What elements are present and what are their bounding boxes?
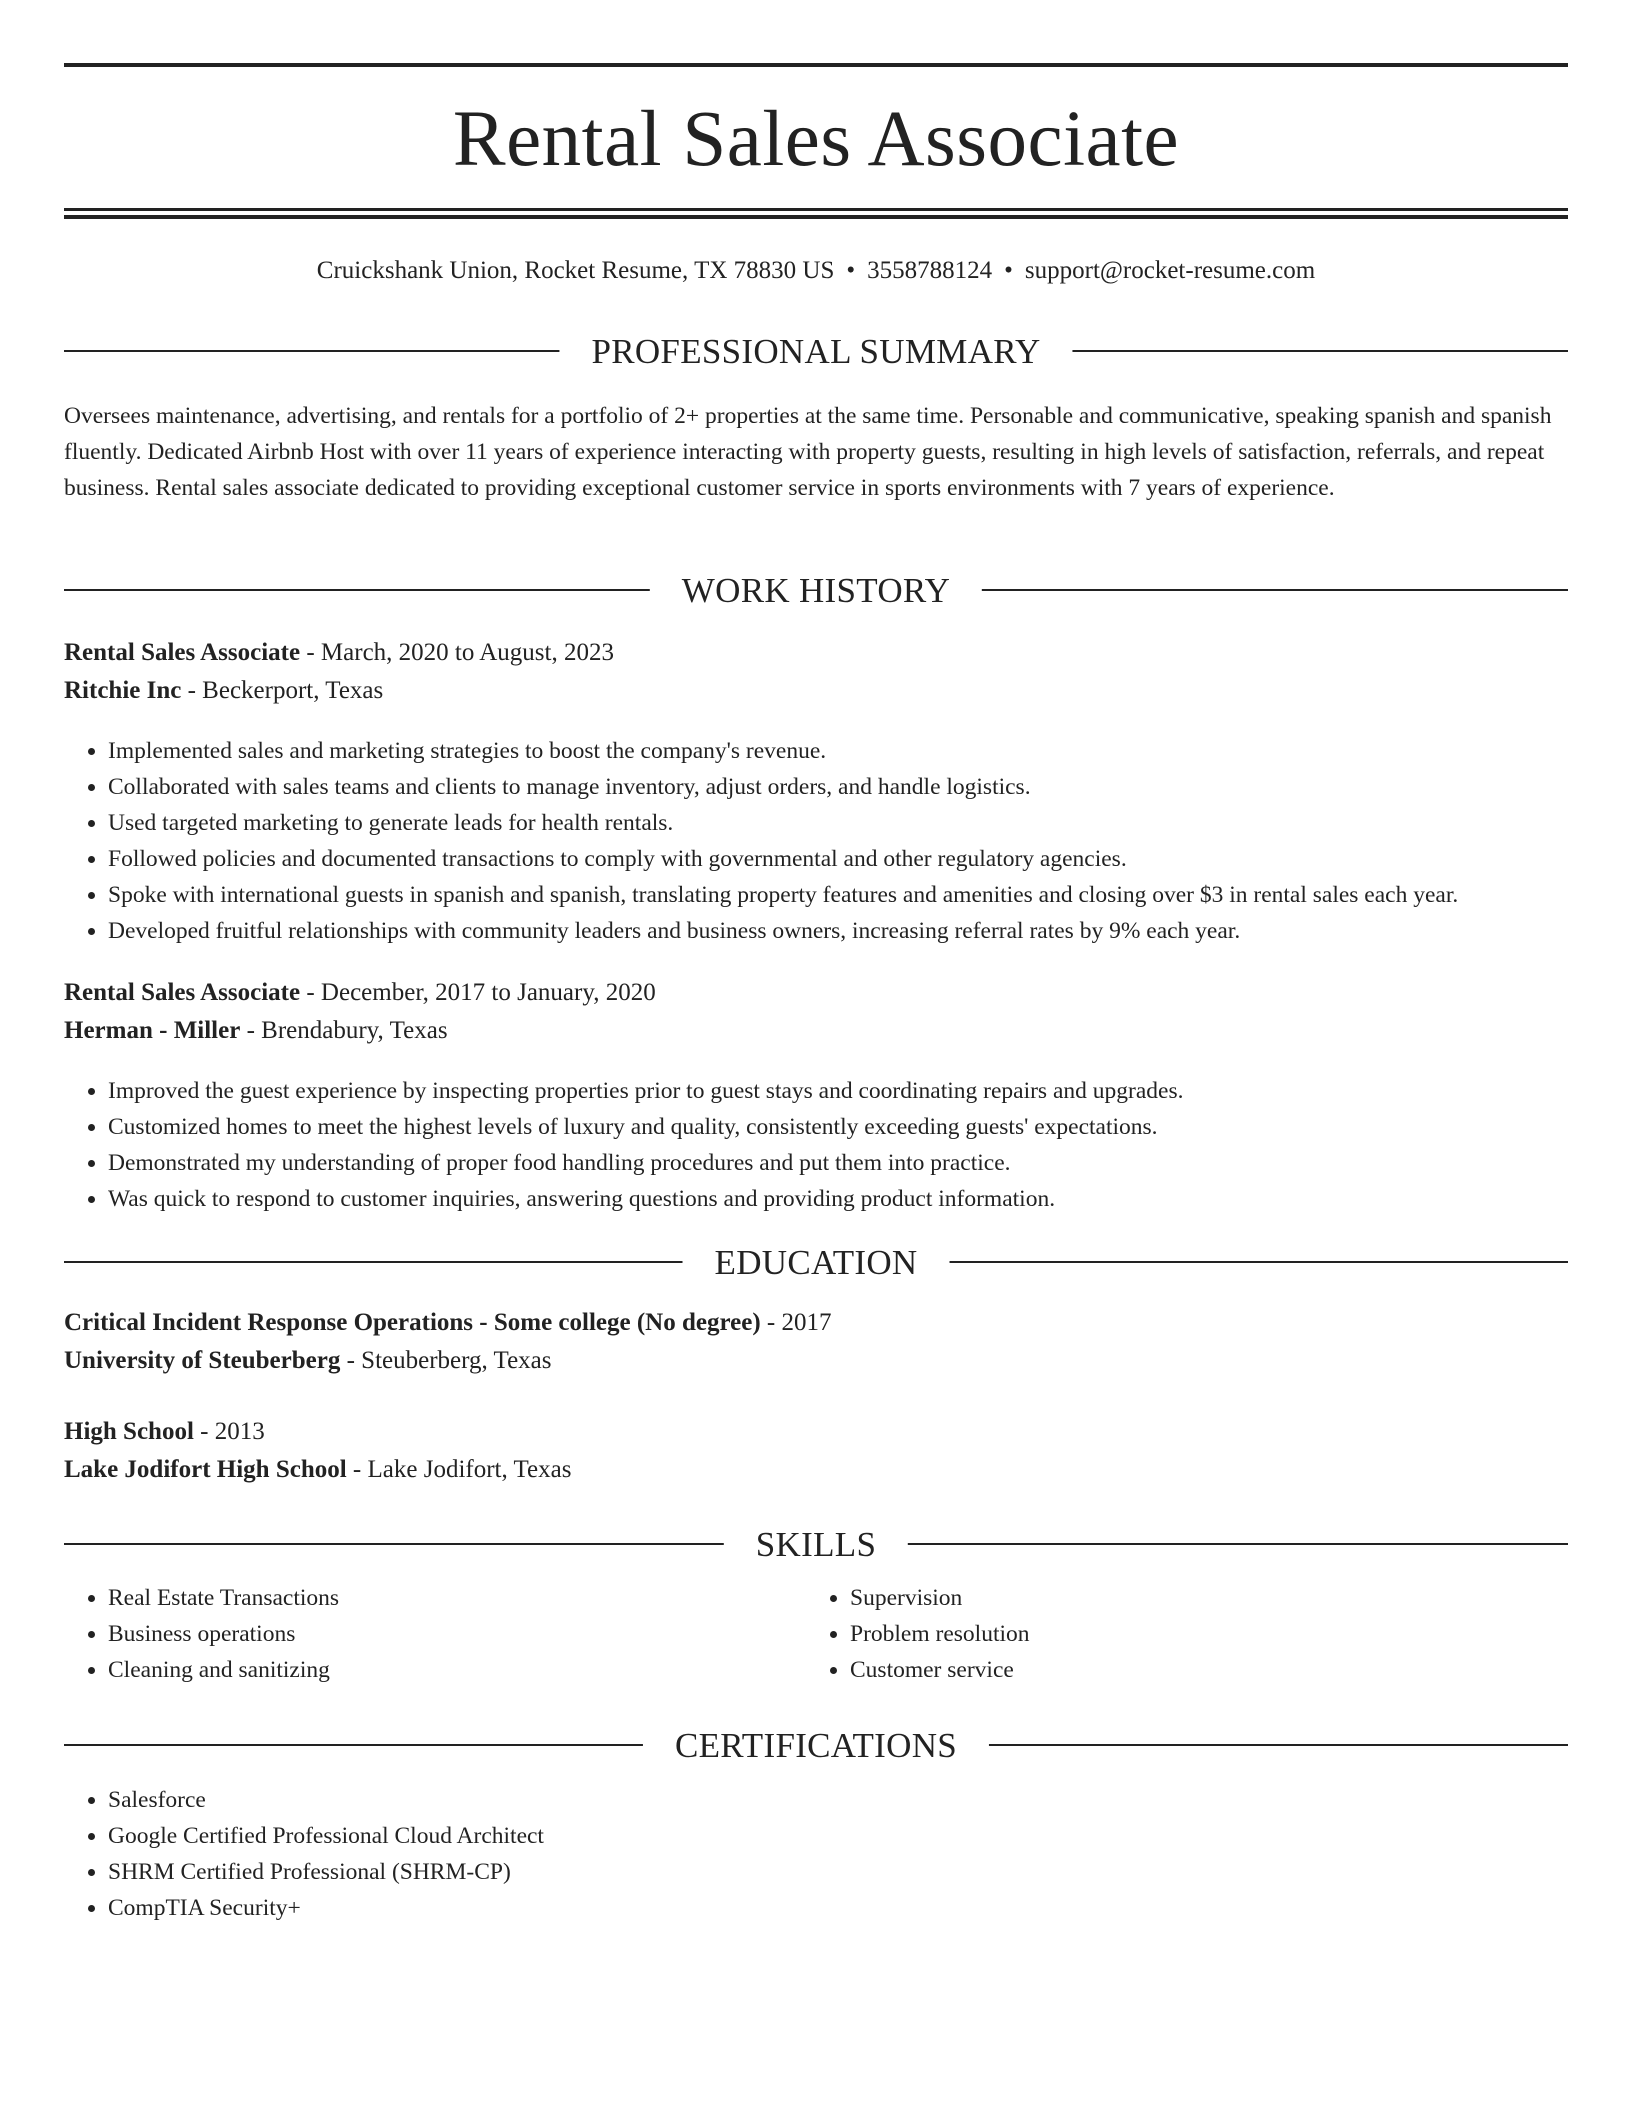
section-title: SKILLS xyxy=(724,1523,908,1567)
education-school: University of Steuberberg xyxy=(64,1347,341,1374)
list-item: • Salesforce xyxy=(108,1782,544,1818)
job-dates: - December, 2017 to January, 2020 xyxy=(300,979,656,1006)
certifications-list xyxy=(64,1782,544,1926)
job-bullet-list xyxy=(64,1073,1183,1217)
section-title: CERTIFICATIONS xyxy=(643,1724,989,1768)
list-item: • Implemented sales and marketing strategies to boost the company's revenue. xyxy=(108,733,1458,769)
skills-list-left xyxy=(64,1580,339,1688)
section-heading-skills xyxy=(64,1523,1568,1567)
section-heading-education xyxy=(64,1241,1568,1285)
job-location: - Beckerport, Texas xyxy=(181,677,384,704)
education-school-line xyxy=(64,1453,1568,1487)
contact-phone: 3558788124 xyxy=(867,257,993,284)
section-title: EDUCATION xyxy=(683,1241,950,1285)
section-heading-certifications xyxy=(64,1724,1568,1768)
list-item: • Used targeted marketing to generate leads for health rentals. xyxy=(108,805,1458,841)
list-item: • Real Estate Transactions xyxy=(108,1580,339,1616)
section-heading-summary xyxy=(64,330,1568,374)
list-item: • Problem resolution xyxy=(850,1616,1030,1652)
name-rule-lower xyxy=(64,215,1568,219)
summary-text: Oversees maintenance, advertising, and rentals for a portfolio of 2+ properties at the same time. Personable and communicative, speaking spanish and spanish fluently. Dedicated Airbnb Host with over 11 years of experience interacting with property guests, resulting in high levels of satisfaction, referrals, and repeat business. Rental sales associate dedicated to providing exceptional customer service in sports environments with 7 years of experience. xyxy=(64,403,1552,501)
job-company: Ritchie Inc xyxy=(64,677,182,704)
list-item: • Business operations xyxy=(108,1616,339,1652)
job-title-line xyxy=(64,976,1568,1010)
list-item: • Google Certified Professional Cloud Architect xyxy=(108,1818,544,1854)
list-item: • Cleaning and sanitizing xyxy=(108,1652,339,1688)
section-heading-work-history xyxy=(64,569,1568,613)
education-location: - Steuberberg, Texas xyxy=(340,1347,552,1374)
education-school-line xyxy=(64,1344,1568,1378)
list-item: • Customer service xyxy=(850,1652,1030,1688)
contact-address: Cruickshank Union, Rocket Resume, TX 78830 US xyxy=(316,257,835,284)
section-title: WORK HISTORY xyxy=(650,569,982,613)
job-title-line xyxy=(64,636,1568,670)
education-school: Lake Jodifort High School xyxy=(64,1456,347,1483)
education-degree-line xyxy=(64,1415,1568,1449)
list-item: • SHRM Certified Professional (SHRM-CP) xyxy=(108,1854,544,1890)
education-degree-line xyxy=(64,1306,1568,1340)
job-company-line xyxy=(64,1014,1568,1048)
list-item: • Supervision xyxy=(850,1580,1030,1616)
education-degree: High School xyxy=(64,1418,194,1445)
contact-email: support@rocket-resume.com xyxy=(1024,257,1316,284)
list-item: • CompTIA Security+ xyxy=(108,1890,544,1926)
list-item: • Improved the guest experience by inspecting properties prior to guest stays and coordinating repairs and upgrades. xyxy=(108,1073,1183,1109)
contact-line xyxy=(64,254,1568,288)
name-rule-upper xyxy=(64,208,1568,211)
education-location: - Lake Jodifort, Texas xyxy=(346,1456,572,1483)
job-location: - Brendabury, Texas xyxy=(240,1017,448,1044)
list-item: • Spoke with international guests in spanish and spanish, translating property features and amenities and closing over $3 in rental sales each year. xyxy=(108,877,1458,913)
section-title: PROFESSIONAL SUMMARY xyxy=(559,330,1072,374)
resume-name: Rental Sales Associate xyxy=(452,96,1180,183)
job-title: Rental Sales Associate xyxy=(64,639,301,666)
list-item: • Demonstrated my understanding of proper food handling procedures and put them into practice. xyxy=(108,1145,1183,1181)
contact-separator: • xyxy=(846,257,856,284)
education-year: - 2017 xyxy=(760,1309,832,1336)
job-dates: - March, 2020 to August, 2023 xyxy=(300,639,614,666)
education-year: - 2013 xyxy=(193,1418,265,1445)
skills-list-right xyxy=(806,1580,1030,1688)
job-title: Rental Sales Associate xyxy=(64,979,301,1006)
list-item: • Customized homes to meet the highest levels of luxury and quality, consistently exceeding guests' expectations. xyxy=(108,1109,1183,1145)
job-company: Herman - Miller xyxy=(64,1017,241,1044)
contact-separator: • xyxy=(1004,257,1013,284)
list-item: • Was quick to respond to customer inquiries, answering questions and providing product information. xyxy=(108,1181,1183,1217)
education-degree: Critical Incident Response Operations - Some college (No degree) xyxy=(64,1309,761,1336)
job-bullet-list xyxy=(64,733,1458,949)
list-item: • Followed policies and documented transactions to comply with governmental and other regulatory agencies. xyxy=(108,841,1458,877)
list-item: • Developed fruitful relationships with community leaders and business owners, increasing referral rates by 9% each year. xyxy=(108,913,1458,949)
job-company-line xyxy=(64,674,1568,708)
top-rule xyxy=(64,63,1568,67)
list-item: • Collaborated with sales teams and clients to manage inventory, adjust orders, and handle logistics. xyxy=(108,769,1458,805)
